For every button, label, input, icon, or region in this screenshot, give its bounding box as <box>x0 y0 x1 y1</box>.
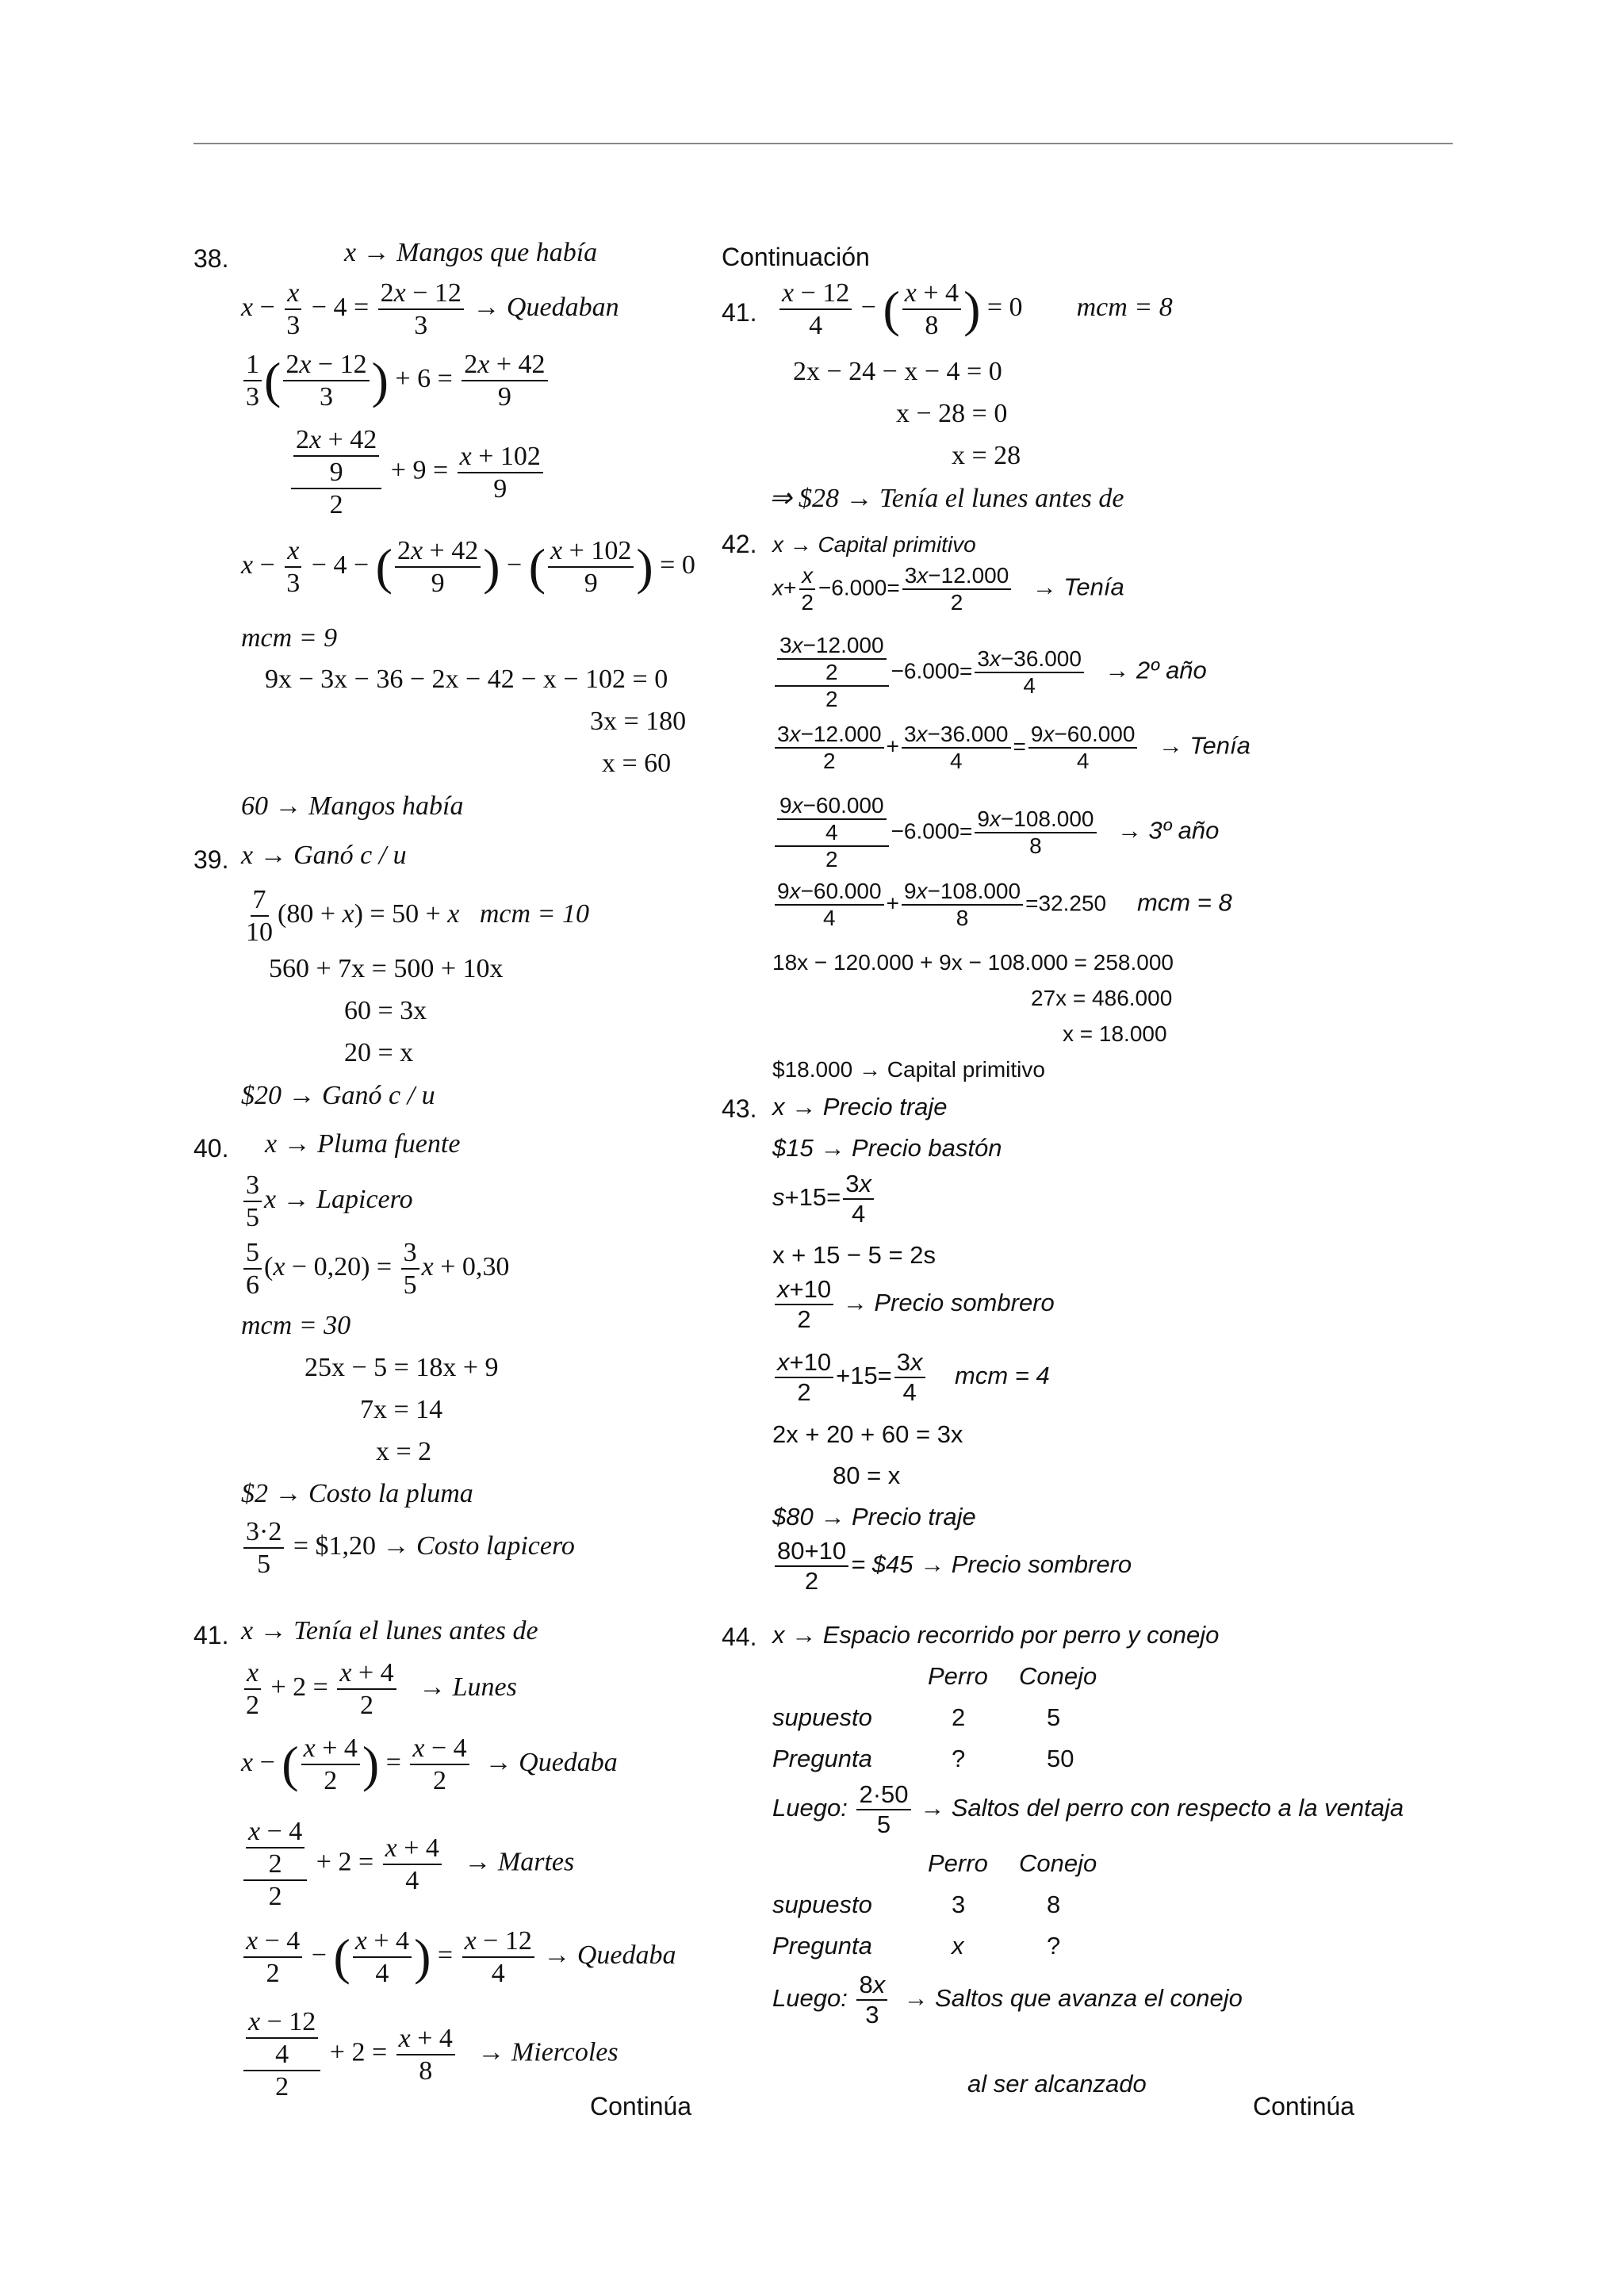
p39-x-def: x → Ganó c / u <box>241 841 407 870</box>
p39-answer: $20 → Ganó c / u <box>241 1081 435 1110</box>
p41-eq2: x − ( $\frac{x + 4}{2}$ ) = $\frac{x - 4}{2}$ → Quedaba <box>241 1734 618 1796</box>
p44-t1-r2-perro: ? <box>952 1745 966 1772</box>
p43-eq3: $\frac{x+10}{2}$ → Precio sombrero <box>772 1275 1055 1333</box>
p44-t1-r1-conejo: 5 <box>1047 1703 1061 1731</box>
p44-t2-r2-conejo: ? <box>1047 1932 1061 1960</box>
p41b-eq1: $\frac{x - 12}{4}$ − ( $\frac{x + 4}{8}$ ) = 0 mcm = 8 <box>777 278 1173 341</box>
p38-eq1: x − $\frac{x}{3}$ − 4 = $\frac{2x - 12}{3}$ → Quedaban <box>241 278 619 341</box>
problem-number-44: 44. <box>722 1622 757 1651</box>
p44-luego2: Luego: $\frac{8x}{3}$ → Saltos que avanza el conejo <box>772 1971 1243 2029</box>
p43-answer2: $\frac{80+10}{2}$ = $45 → Precio sombrero <box>772 1537 1132 1595</box>
continues-right: Continúa <box>1253 2092 1355 2121</box>
p44-t2-head-conejo: Conejo <box>1019 1849 1097 1877</box>
p40-eq1: $\frac{3}{5}$ x → Lapicero <box>241 1170 413 1233</box>
p38-eq7: x = 60 <box>602 749 672 778</box>
p39-eq1: $\frac{7}{10}$ (80 + x) = 50 + x mcm = 10 <box>246 885 590 948</box>
problem-number-39: 39. <box>193 845 229 874</box>
p42-eq2: $\frac{\frac{3x-12.000}{2}}{2}$ −6.000= $\frac{3x-36.000}{4}$ → 2º año <box>772 633 1207 713</box>
p41b-eq4: x = 28 <box>952 441 1021 470</box>
p41-eq3: $\frac{\frac{x - 4}{2}}{2}$ + 2 = $\frac{x + 4}{4}$ → Martes <box>241 1816 574 1912</box>
p42-eq-c: x = 18.000 <box>1063 1021 1167 1046</box>
p44-luego1: Luego: $\frac{2\cdot 50}{5}$ → Saltos del perro con respecto a la ventaja <box>772 1780 1404 1838</box>
p43-eq4: 2x + 20 + 60 = 3x <box>772 1420 963 1448</box>
p43-eq5: 80 = x <box>833 1462 901 1489</box>
p38-eq2: $\frac{1}{3}$ ( $\frac{2x - 12}{3}$ ) + 6 = $\frac{2x + 42}{9}$ <box>241 349 550 412</box>
top-rule <box>193 143 1453 144</box>
p42-eq4: $\frac{\frac{9x-60.000}{4}}{2}$ −6.000= $\frac{9x-108.000}{8}$ → 3º año <box>772 793 1219 873</box>
p43-eq3b: $\frac{x+10}{2}$ +15= $\frac{3x}{4}$ mcm = 4 <box>772 1348 1050 1406</box>
p39-eq2: 560 + 7x = 500 + 10x <box>269 954 504 983</box>
p42-answer: $18.000 → Capital primitivo <box>772 1057 1045 1082</box>
p41b-eq3: x − 28 = 0 <box>896 399 1008 428</box>
p43-answer1: $80 → Precio traje <box>772 1503 976 1531</box>
p39-eq4: 20 = x <box>344 1038 414 1067</box>
p44-x-def: x → Espacio recorrido por perro y conejo <box>772 1621 1220 1649</box>
p43-eq1: s+15= $\frac{3x}{4}$ <box>772 1170 876 1228</box>
p44-t1-head-conejo: Conejo <box>1019 1662 1097 1690</box>
p44-t2-r1-perro: 3 <box>952 1891 966 1918</box>
p38-answer: 60 → Mangos había <box>241 791 464 821</box>
p44-t1-r1-perro: 2 <box>952 1703 966 1731</box>
p40-x-def: x → Pluma fuente <box>265 1129 461 1159</box>
p44-t2-r2-label: Pregunta <box>772 1932 872 1960</box>
p44-t1-head-perro: Perro <box>928 1662 988 1690</box>
p44-t1-r1-label: supuesto <box>772 1703 872 1731</box>
p42-x-def: x → Capital primitivo <box>772 532 976 557</box>
p40-eq5: x = 2 <box>376 1437 432 1466</box>
p43-x-def: x → Precio traje <box>772 1093 948 1121</box>
p41-eq5: $\frac{\frac{x - 12}{4}}{2}$ + 2 = $\frac{x + 4}{8}$ → Miercoles <box>241 2006 619 2102</box>
p38-eq6: 3x = 180 <box>590 707 687 736</box>
problem-number-42: 42. <box>722 530 757 558</box>
p44-t1-r2-conejo: 50 <box>1047 1745 1074 1772</box>
p40-eq4: 7x = 14 <box>360 1395 443 1424</box>
p44-t2-head-perro: Perro <box>928 1849 988 1877</box>
problem-number-40: 40. <box>193 1134 229 1163</box>
p42-eq1: x+ $\frac{x}{2}$ −6.000= $\frac{3x-12.000}{2}$ → Tenía <box>772 563 1124 615</box>
p41b-eq2: 2x − 24 − x − 4 = 0 <box>793 357 1002 386</box>
p38-eq3: $\frac{\frac{2x + 42}{9}}{2}$ + 9 = $\frac{x + 102}{9}$ <box>289 424 546 520</box>
p41b-answer: ⇒ $28 → Tenía el lunes antes de <box>769 484 1124 513</box>
p39-eq3: 60 = 3x <box>344 996 427 1025</box>
p40-eq2: $\frac{5}{6}$ (x − 0,20) = $\frac{3}{5}$ x + 0,30 <box>241 1237 509 1301</box>
problem-number-41b: 41. <box>722 298 757 327</box>
problem-number-41: 41. <box>193 1621 229 1649</box>
p44-luego2-cont: al ser alcanzado <box>967 2070 1147 2098</box>
p40-answer1: $2 → Costo la pluma <box>241 1479 473 1508</box>
p40-eq3: 25x − 5 = 18x + 9 <box>304 1353 499 1382</box>
p38-eq5: 9x − 3x − 36 − 2x − 42 − x − 102 = 0 <box>265 665 668 694</box>
p38-eq4: x − $\frac{x}{3}$ − 4 − ( $\frac{2x + 42}{9}$ ) − ( $\frac{x + 102}{9}$ ) = 0 <box>241 536 695 599</box>
p44-t2-r1-label: supuesto <box>772 1891 872 1918</box>
p42-eq-a: 18x − 120.000 + 9x − 108.000 = 258.000 <box>772 950 1174 975</box>
p41-eq4: $\frac{x - 4}{2}$ − ( $\frac{x + 4}{4}$ ) = $\frac{x - 12}{4}$ → Quedaba <box>241 1925 676 1989</box>
p40-answer2: $\frac{3\cdot 2}{5}$ = $1,20 → Costo lapicero <box>241 1516 575 1580</box>
p42-eq-b: 27x = 486.000 <box>1031 986 1173 1010</box>
p44-t2-r2-perro: x <box>952 1932 964 1960</box>
p41-eq1: $\frac{x}{2}$ + 2 = $\frac{x + 4}{2}$ → Lunes <box>241 1657 517 1721</box>
problem-number-43: 43. <box>722 1094 757 1123</box>
p38-mcm: mcm = 9 <box>241 623 338 653</box>
p43-line2: $15 → Precio bastón <box>772 1134 1002 1162</box>
continues-left: Continúa <box>590 2092 692 2121</box>
p44-t1-r2-label: Pregunta <box>772 1745 872 1772</box>
problem-number-38: 38. <box>193 244 229 273</box>
p42-eq3: $\frac{3x-12.000}{2}$ + $\frac{3x-36.000}{4}$ = $\frac{9x-60.000}{4}$ → Tenía <box>772 722 1251 774</box>
p40-mcm: mcm = 30 <box>241 1311 351 1340</box>
continuation-heading: Continuación <box>722 243 870 271</box>
p42-eq5: $\frac{9x-60.000}{4}$ + $\frac{9x-108.000}{8}$ =32.250 mcm = 8 <box>772 879 1232 931</box>
p43-eq2: x + 15 − 5 = 2s <box>772 1241 936 1269</box>
p44-t2-r1-conejo: 8 <box>1047 1891 1061 1918</box>
p41-x-def: x → Tenía el lunes antes de <box>241 1616 538 1645</box>
p38-x-def: x → Mangos que había <box>344 238 598 267</box>
